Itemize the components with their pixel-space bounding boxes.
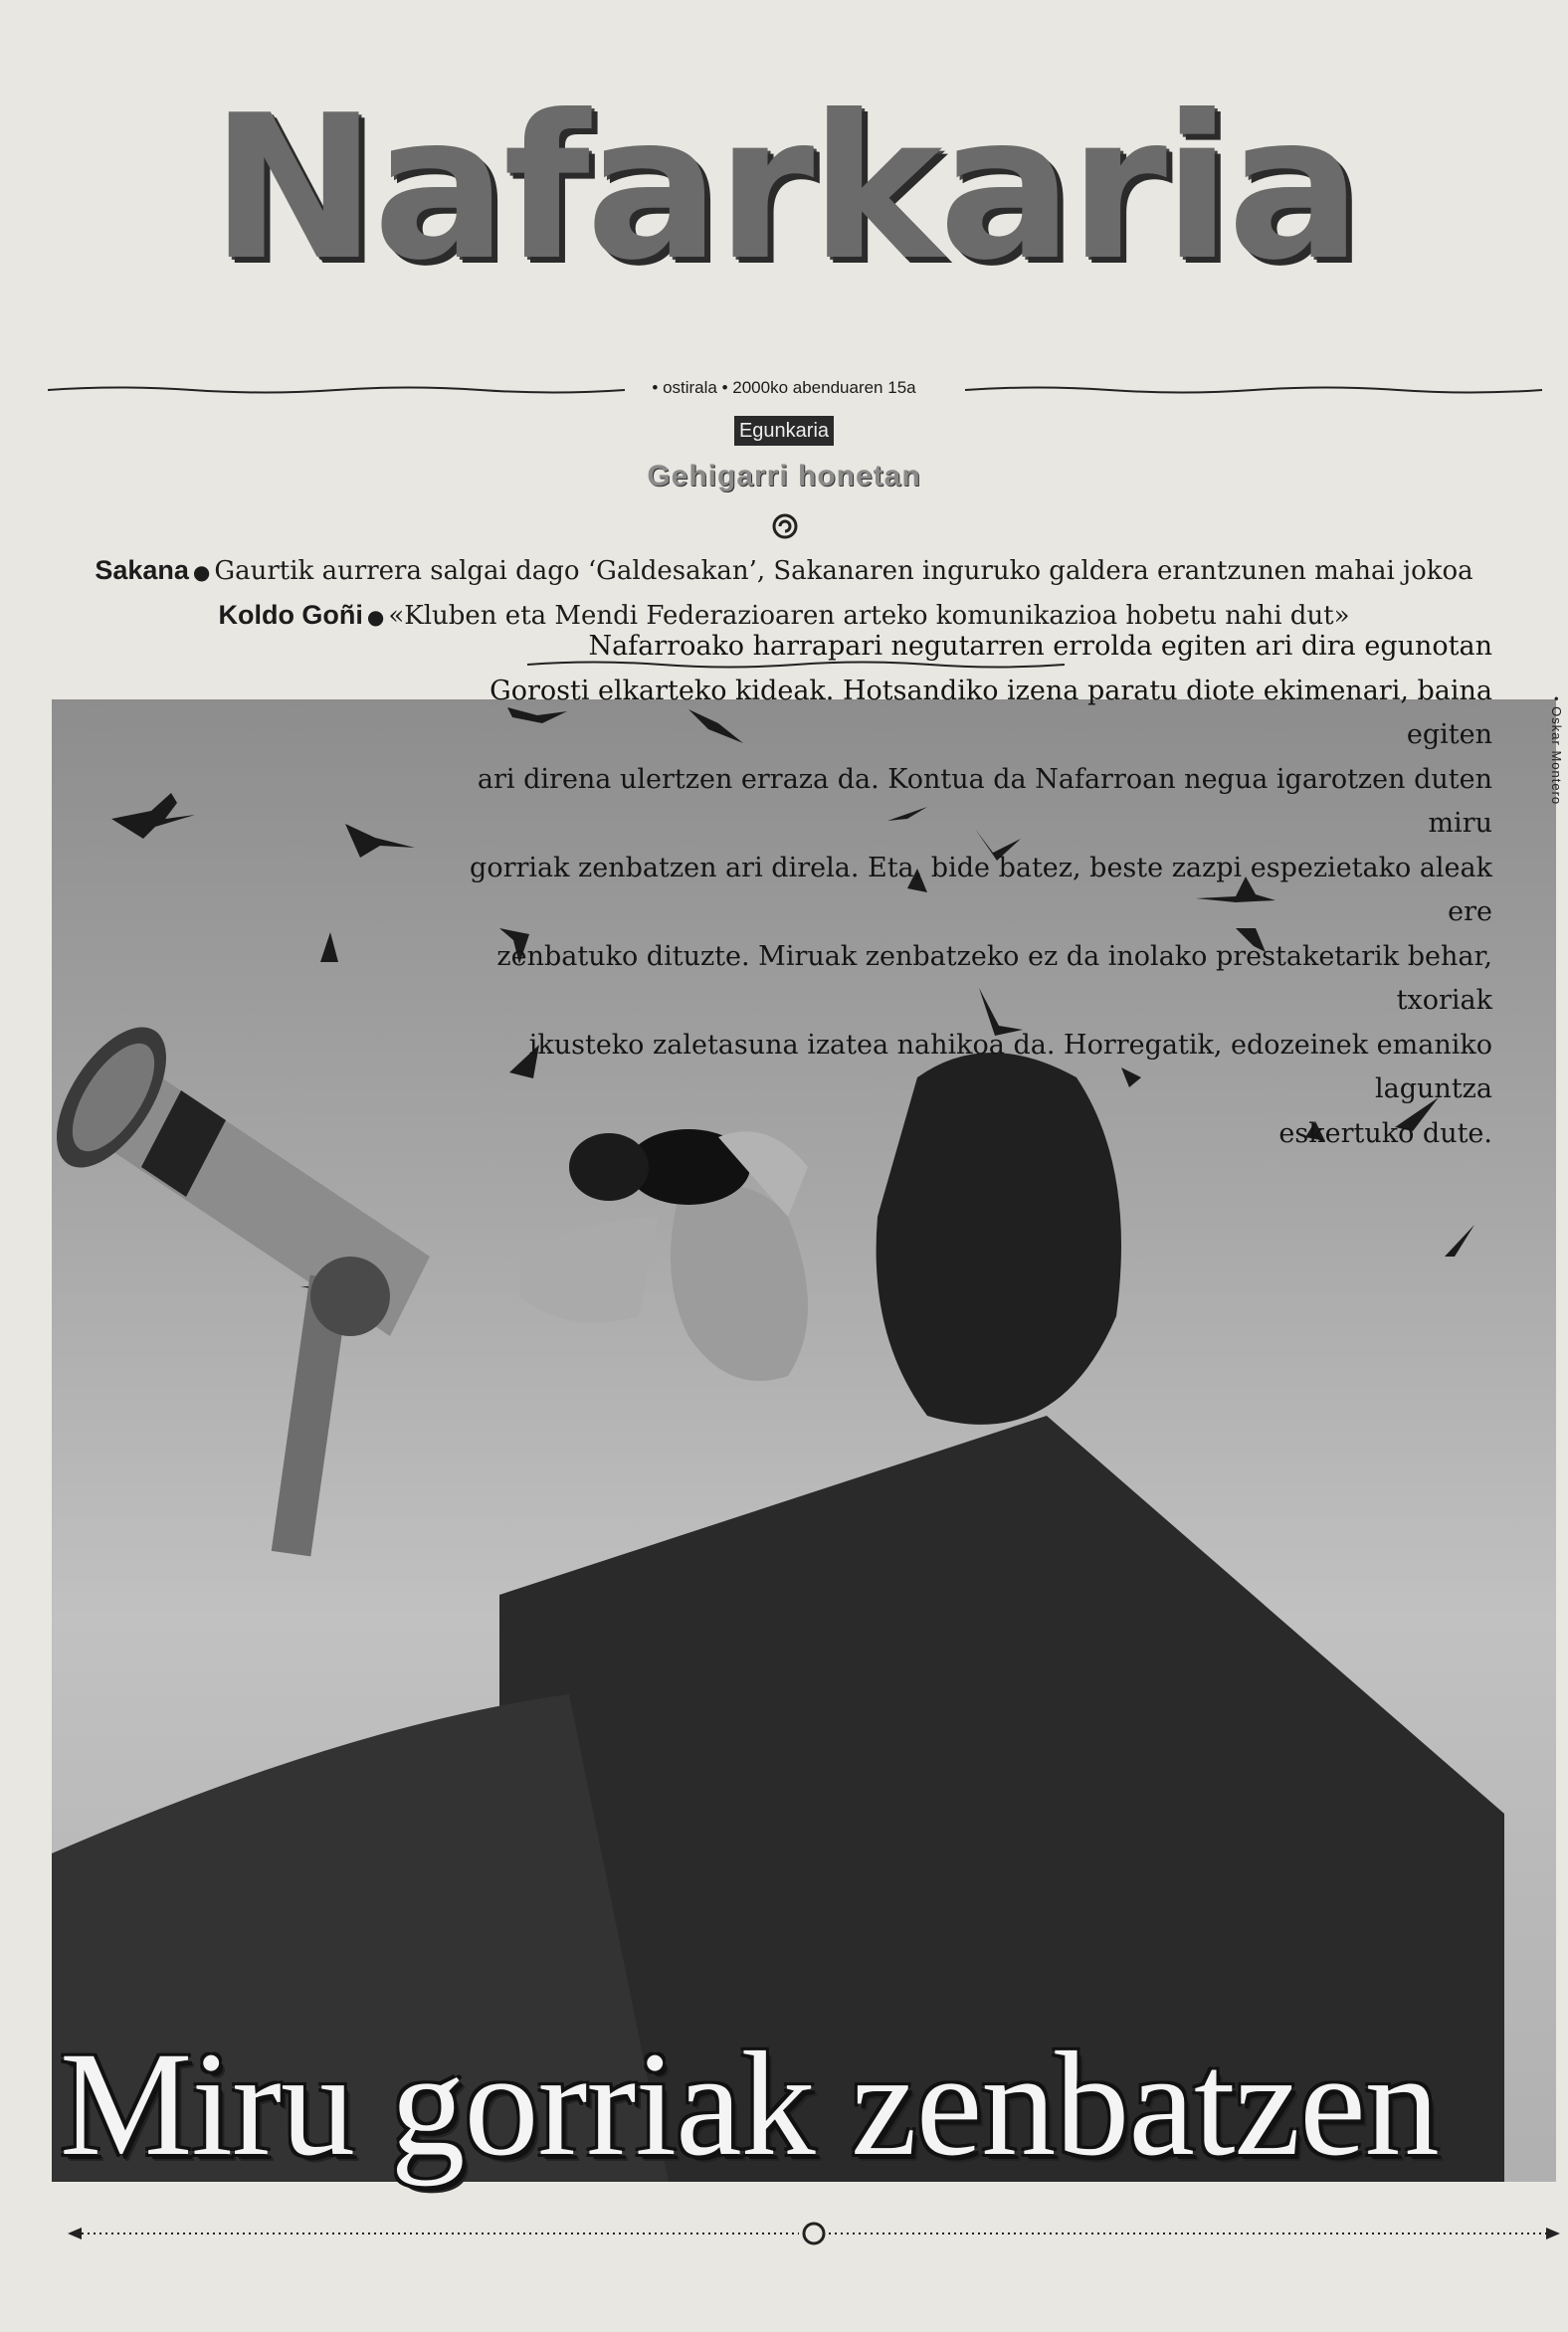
- inside-title: Gehigarri honetan: [647, 460, 921, 492]
- bullet-icon: ●: [192, 560, 211, 584]
- caption-line: zenbatuko dituzte. Miruak zenbatzeko ez da inolako prestaketarik behar, txoriak: [496, 940, 1492, 1016]
- caption-line: ikusteko zaletasuna izatea nahikoa da. Horregatik, edozeinek emaniko laguntza: [528, 1029, 1492, 1104]
- feature-headline: Miru gorriak zenbatzen: [60, 2022, 1439, 2187]
- teaser-text: «Kluben eta Mendi Federazioaren arteko komunikazioa hobetu nahi dut»: [388, 601, 1350, 631]
- swirl-ornament-icon: [772, 513, 798, 539]
- photo-caption: [438, 625, 1492, 1156]
- caption-line: gorriak zenbatzen ari direla. Eta, bide batez, beste zazpi espezietako aleak ere: [470, 852, 1492, 927]
- footer-dotted-rule: [68, 2219, 1560, 2248]
- egunkaria-badge: Egunkaria: [734, 416, 834, 446]
- bullet-icon: ●: [366, 605, 385, 629]
- caption-line: eskertuko dute.: [1278, 1117, 1492, 1149]
- teaser-keyword: Sakana: [95, 555, 189, 585]
- teaser-sakana: [0, 555, 1568, 586]
- dateline: • ostirala • 2000ko abenduaren 15a: [652, 378, 916, 397]
- teaser-text: Gaurtik aurrera salgai dago ‘Galdesakan’, Sakanaren inguruko galdera erantzunen mahai jokoa: [214, 556, 1473, 586]
- caption-line: ari direna ulertzen erraza da. Kontua da Nafarroan negua igarotzen duten miru: [477, 763, 1492, 839]
- photo-credit: • Oskar Montero: [1549, 696, 1564, 806]
- caption-line: Nafarroako harrapari negutarren errolda egiten ari dira egunotan: [588, 631, 1492, 662]
- masthead: [0, 73, 1568, 304]
- newspaper-logo: Nafarkaria: [210, 73, 1358, 304]
- caption-line: Gorosti elkarteko kideak. Hotsandiko izena paratu diote ekimenari, baina egiten: [490, 675, 1492, 750]
- spotting-scope-icon: [52, 1009, 430, 1556]
- teaser-keyword: Koldo Goñi: [218, 600, 363, 630]
